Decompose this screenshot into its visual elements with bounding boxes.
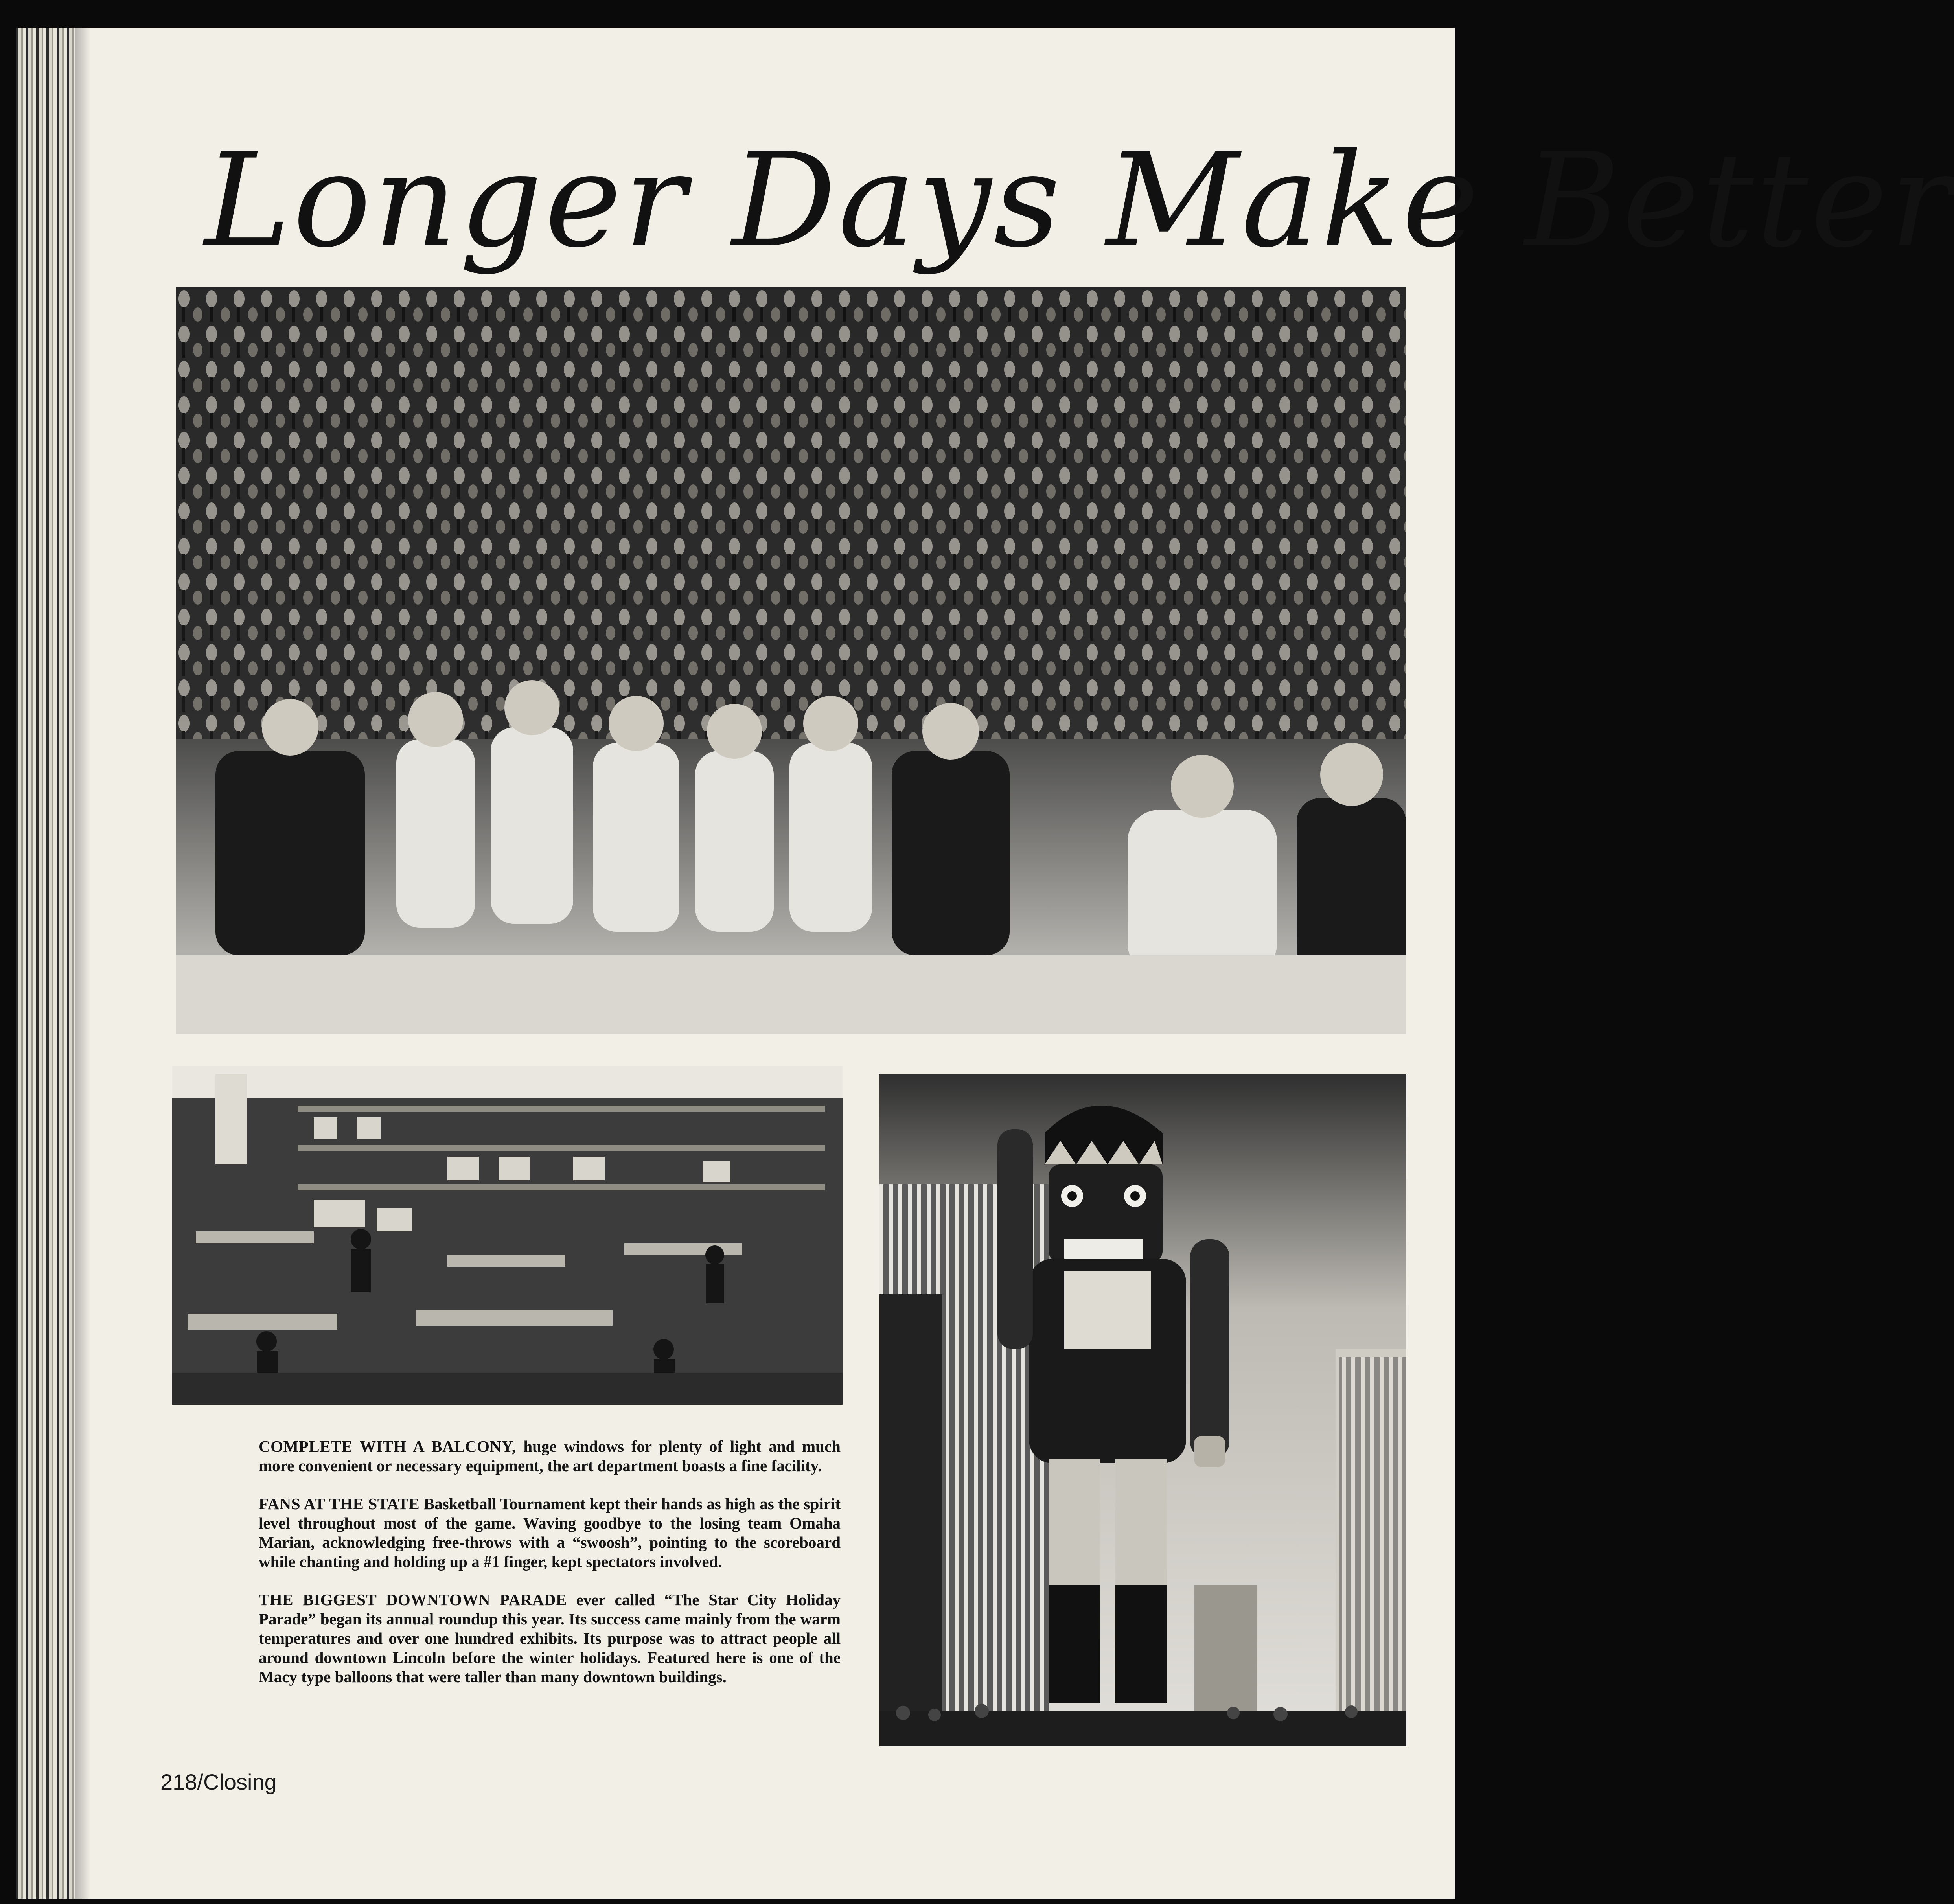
crowd-photo-icon: [176, 287, 1406, 1034]
page-number: 218/Closing: [160, 1770, 277, 1794]
fans-photo: [176, 287, 1406, 1034]
caption-text: huge windows for plenty of light and much more convenient or necessary equipment, the art department boasts a fine facility.: [259, 1437, 841, 1475]
fans-caption: [259, 1494, 841, 1571]
art-department-caption: [259, 1437, 841, 1475]
caption-lead: COMPLETE WITH A BALCONY,: [259, 1437, 516, 1455]
headline: Longer Days Make Better: [204, 125, 1954, 276]
parade-photo: [879, 1074, 1406, 1746]
art-department-photo: [172, 1066, 843, 1405]
book-binding: [16, 28, 75, 1899]
parade-caption: [259, 1590, 841, 1687]
caption-text: Basketball Tournament kept their hands as high as the spirit level throughout most of the game. Waving goodbye to the losing team Omaha Marian, acknowledging free-throws with a “swoosh”, pointing to the scoreboard while chanting and holding up a #1 finger, kept spectators involved.: [259, 1495, 841, 1571]
captions: [259, 1437, 841, 1705]
caption-lead: THE BIGGEST DOWNTOWN PARADE: [259, 1591, 567, 1609]
nutcracker-balloon-photo-icon: [879, 1074, 1406, 1746]
binding-shadow: [75, 28, 90, 1899]
caption-lead: FANS AT THE STATE: [259, 1495, 420, 1513]
classroom-photo-icon: [172, 1066, 843, 1405]
caption-text: ever called “The Star City Holiday Parade” began its annual roundup this year. Its success came mainly from the warm temperatures and over one hundred exhibits. Its purpose was to attract people all around downtown Lincoln before the winter holidays. Featured here is one of the Macy type balloons that were taller than many downtown buildings.: [259, 1591, 841, 1686]
